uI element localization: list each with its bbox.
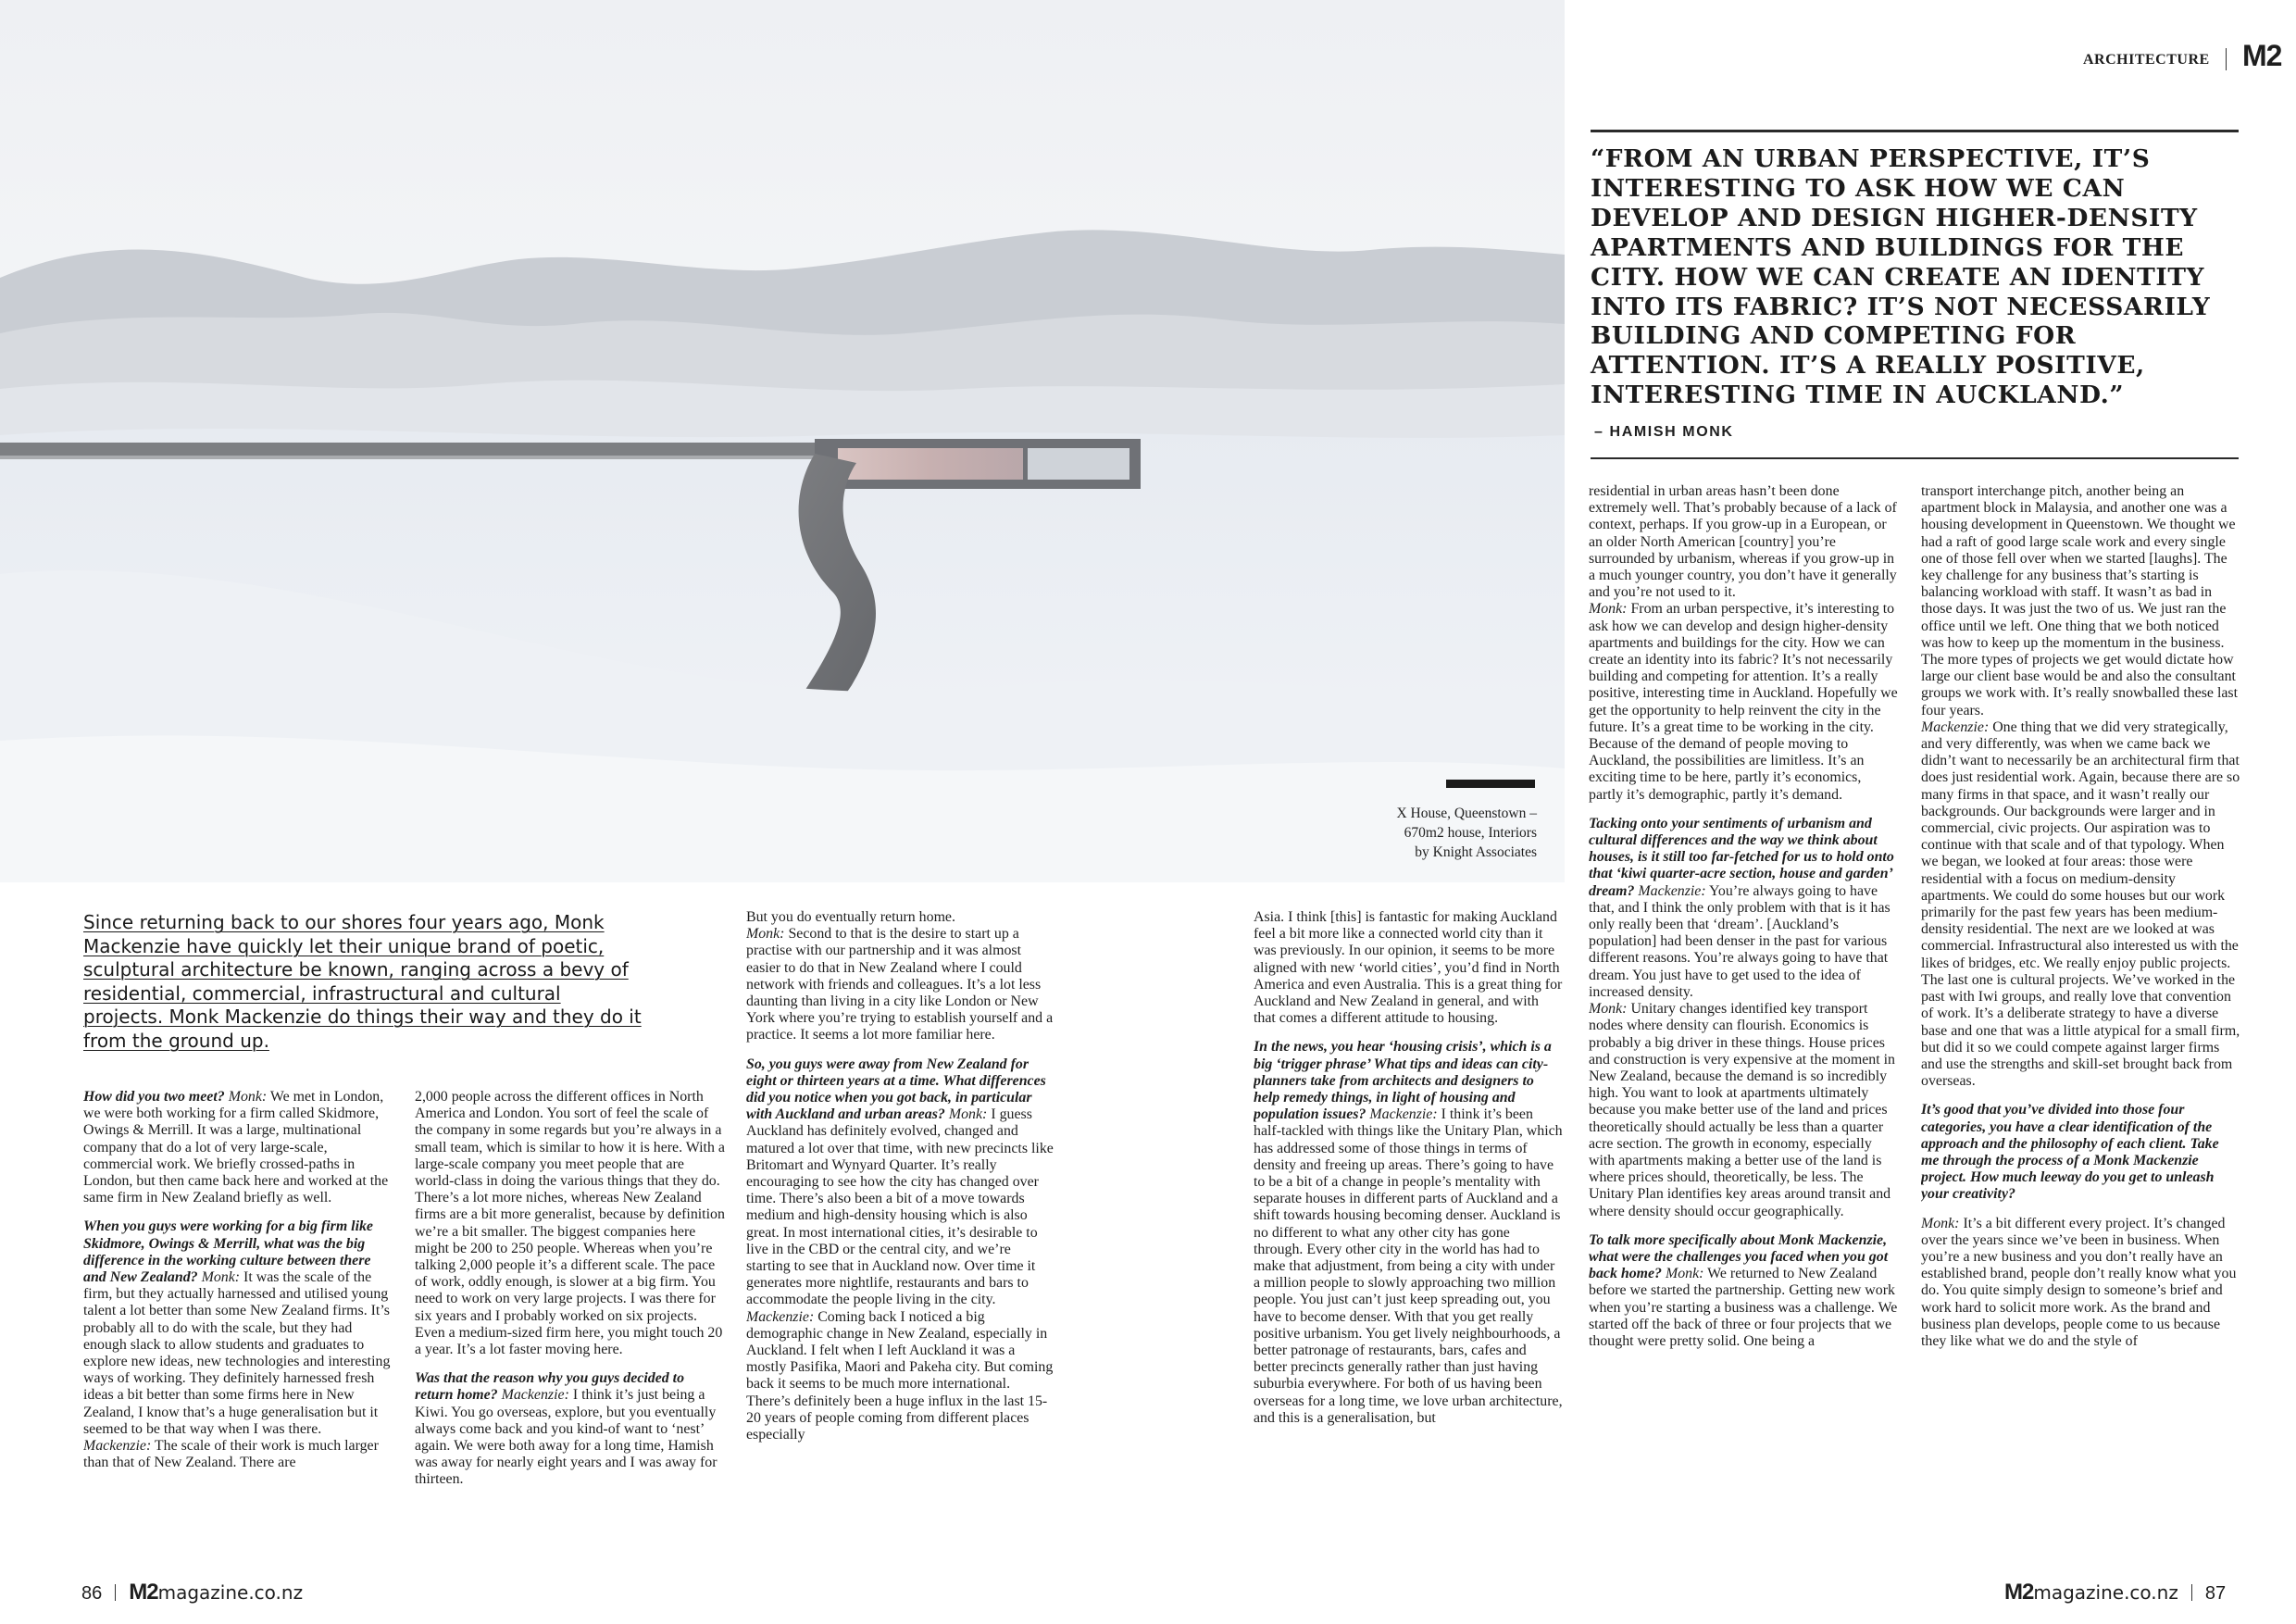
answer: But you do eventually return home. [746, 909, 955, 925]
speaker: Mackenzie: [1638, 882, 1706, 899]
caption-line: X House, Queenstown – [1396, 806, 1537, 821]
question: Was that the reason why you guys decided to return home? [415, 1370, 685, 1404]
speaker: Mackenzie: [501, 1387, 569, 1404]
pull-quote-line: APARTMENTS AND BUILDINGS FOR THE [1591, 232, 2185, 262]
pull-quote-line: BUILDING AND COMPETING FOR [1591, 321, 2077, 351]
question: When you guys were working for a big firm like Skidmore, Owings & Merrill, what was the big difference in the working culture between there and New Zealand? [83, 1218, 373, 1286]
page-number: 86 [81, 1583, 103, 1604]
answer: transport interchange pitch, another being an apartment block in Malaysia, and another one was a housing development in Queenstown. We thought we had a raft of good large scale work and every single one of those fell over when we started [laughs]. The key challenge for any business that’s starting is balancing workload with staff. It wasn’t as bad in those days. It was just the two of us. We just ran the office until we left. One thing that we both noticed was how to keep up the momentum in the business. The more types of projects we get would dictate how large our client base would be and also the consultant groups we work with. It’s really snowballed these last four years. [1921, 483, 2239, 718]
footer-right [2004, 1580, 2226, 1605]
page-number: 87 [2204, 1583, 2227, 1604]
question: In the news, you hear ‘housing crisis’, which is a big ‘trigger phrase’ What tips and ideas can city-planners take from architects and designers to help remedy things, in light of housing and population issues? [1254, 1039, 1552, 1123]
pull-quote-line: INTO ITS FABRIC? IT’S NOT NECESSARILY [1591, 292, 2211, 321]
speaker: Mackenzie: [746, 1308, 815, 1325]
speaker: Mackenzie: [1369, 1106, 1438, 1123]
caption-bar [1446, 780, 1535, 788]
answer: I think it’s been half-tackled with things like the Unitary Plan, which has addressed some of those things in terms of density and freeing up areas. There’s going to have to be a bit of a change in people’s mentality with separate houses in different parts of Auckland and a shift towards housing becoming denser. Auckland is no different to what any other city has gone through. Every other city in the world has had to make that adjustment, from being a city with under a million people to slowly approaching two million people. You just can’t just keep spreading out, you have to become denser. With that you get really positive urbanism. You get lively neighbourhoods, a better patronage of restaurants, bars, cafes and better precincts generally rather than just having suburbia everywhere. For both of us having been overseas for a long time, we love urban architecture, and this is a generalisation, but [1254, 1106, 1563, 1426]
speaker: Mackenzie: [1921, 718, 1990, 735]
speaker: Monk: [1666, 1266, 1704, 1282]
question: It’s good that you’ve divided into those four categories, you have a clear identification of the approach and the philosophy of each client. Take me through the process of a Monk Mackenzie project. How much leeway do you get to unleash your creativity? [1921, 1102, 2219, 1203]
footer-left [81, 1580, 303, 1605]
answer: You’re always going to have that, and I think the only problem with that is it has only really been that ‘dream’. [Auckland’s population] had been denser in the past for various different reasons. You’re always going to have that dream. You just have to get used to the idea of increased density. [1589, 882, 1890, 1000]
pull-quote [1591, 144, 2239, 410]
answer: Coming back I noticed a big demographic change in New Zealand, especially in Auckland. I felt when I left Auckland it was a mostly Pasifika, Maori and Pakeha city. But coming back it seems to be much more international. There’s definitely been a huge influx in the last 15-20 years of people coming from different places especially [746, 1308, 1054, 1443]
footer-divider [115, 1584, 116, 1601]
answer: We met in London, we were both working for a firm called Skidmore, Owings & Merrill. It was a large, multinational company that do a lot of very large-scale, commercial work. We briefly crossed-paths in London, but then came back here and worked at the same firm in New Zealand briefly as well. [83, 1089, 389, 1206]
pull-quote-line: CITY. HOW WE CAN CREATE AN IDENTITY [1591, 262, 2205, 292]
footer-divider [2191, 1584, 2192, 1601]
speaker: Monk: [1589, 1001, 1628, 1018]
body-column-3 [746, 909, 1055, 1561]
answer: We returned to New Zealand before we started the partnership. Getting new work when you’re starting a business was a challenge. We started off the back of three or four projects that we thought were pretty solid. One being a [1589, 1266, 1898, 1349]
pull-quote-attribution: – HAMISH MONK [1594, 424, 1734, 440]
m2-logo: M2 [129, 1580, 158, 1605]
m2-logo: M2 [2004, 1580, 2034, 1605]
speaker: Monk: [201, 1269, 241, 1286]
speaker: Monk: [746, 926, 785, 943]
body-column-2 [415, 1089, 725, 1561]
speaker: Monk: [1589, 601, 1628, 618]
pull-quote-line: DEVELOP AND DESIGN HIGHER-DENSITY [1591, 203, 2198, 232]
question: To talk more specifically about Monk Mackenzie, what were the challenges you faced when you got back home? [1589, 1231, 1889, 1282]
answer: Asia. I think [this] is fantastic for making Auckland feel a bit more like a connected world city than it was previously. In our opinion, it seems to be more aligned with new ‘world cities’, you’d find in North America and even Australia. This is a great thing for Auckland and New Zealand in general, and with that comes a different attitude to housing. [1254, 909, 1563, 1027]
speaker: Monk: [228, 1089, 268, 1105]
caption-line: by Knight Associates [1415, 844, 1537, 860]
site-url[interactable]: magazine.co.nz [157, 1581, 304, 1604]
body-column-4 [1254, 909, 1563, 1561]
answer: One thing that we did very strategically, and very differently, was when we came back we didn’t want to necessarily be an architectural firm that does just residential work. Again, because there are so many firms in that space, and it wasn’t really our backgrounds. Our backgrounds were larger and in commercial, civic projects. Our aspiration was to continue with that scale and of that typology. When we began, we looked at four areas: those were residential with a focus on medium-density apartments. We could do some houses but our work primarily for the past few years has been medium-density residential. The next are we looked at was commercial. Infrastructural also interested us with the likes of bridges, etc. We really enjoy public projects. The last one is cultural projects. We’ve worked in the past with Iwi groups, and really love that convention of work. It’s a deliberate strategy to have a diverse base and one that was a little atypical for a small firm, but did it so we could compete against larger firms and use the strengths and skill-set brought back from overseas. [1921, 718, 2240, 1090]
answer: From an urban perspective, it’s interesting to ask how we can develop and design higher-density apartments and buildings for the city. How we can create an identity into its fabric? It’s not necessarily building and competing for attention. It’s a really positive, interesting time in Auckland. Hopefully we get the opportunity to help reinvent the city in the future. It’s a great time to be working in the city. Because of the demand of people moving to Auckland, the possibilities are limitless. It’s an exciting time to be here, partly it’s economics, partly it’s demographic, partly it’s demand. [1589, 601, 1898, 803]
pull-quote-line: “FROM AN URBAN PERSPECTIVE, IT’S [1591, 144, 2151, 173]
body-column-6 [1921, 483, 2240, 1561]
intro-standfirst: Since returning back to our shores four years ago, Monk Mackenzie have quickly let their unique brand of poetic, sculptural architecture be known, ranging across a bevy of residential, commercial, infrastructural and cultural projects. Monk Mackenzie do things their way and they do it from the ground up. [83, 911, 642, 1052]
question: So, you guys were away from New Zealand for eight or thirteen years at a time. What differences did you notice when you got back, in particular with Auckland and urban areas? [746, 1056, 1046, 1123]
answer: It was the scale of the firm, but they actually harnessed and utilised young talent a lot better than some New Zealand firms. It’s probably all to do with the scale, but they had enough slack to allow students and graduates to explore new ideas, new technologies and interesting ways of working. They definitely harnessed fresh ideas a bit better than some firms here in New Zealand, I know that’s a huge generalisation but it seemed to be that way when I was there. [83, 1269, 391, 1437]
answer: Unitary changes identified key transport nodes where density can flourish. Economics is probably a big driver in these things. House prices and construction is very expensive at the moment in New Zealand, because the demand is so incredibly high. You want to look at apartments ultimately because you make better use of the land and prices theoretically should actually be less than a quarter acre section. The growth in economy, especially with apartments making a better use of the land is where prices should, theoretically, be less. The Unitary Plan identifies key areas around transit and where density should occur geographically. [1589, 1001, 1895, 1219]
hero-image [0, 0, 1565, 882]
answer: The scale of their work is much larger than that of New Zealand. There are [83, 1438, 379, 1471]
body-column-1 [83, 1089, 392, 1561]
m2-logo: M2 [2242, 39, 2282, 72]
section-tag: ARCHITECTURE [2083, 52, 2210, 68]
speaker: Monk: [1921, 1215, 1960, 1231]
speaker: Monk: [948, 1106, 988, 1123]
header-divider [2226, 48, 2227, 70]
answer: Second to that is the desire to start up a practise with our partnership and it was almost easier to do that in New Zealand where I could network with friends and colleagues. It’s a lot less daunting than living in a city like London or New York where you’re trying to establish yourself and a practice. It seems a lot more familiar here. [746, 926, 1054, 1043]
body-column-5 [1589, 483, 1898, 1561]
pull-quote-line: INTERESTING TIME IN AUCKLAND.” [1591, 381, 2125, 410]
speaker: Mackenzie: [83, 1438, 152, 1455]
answer: residential in urban areas hasn’t been done extremely well. That’s probably because of a lack of context, perhaps. If you grow-up in a European, or an older North American [country] you’re surrounded by urbanism, whereas if you grow-up in a much younger country, you don’t have it generally and you’re not used to it. [1589, 483, 1897, 601]
answer: 2,000 people across the different offices in North America and London. You sort of feel the scale of the company in some regards but you’re always in a small team, which is similar to how it is here. With a large-scale company you meet people that are world-class in doing the various things that they do. There’s a lot more niches, whereas New Zealand firms are a bit more generalist, because by definition we’re a bit smaller. The biggest companies here might be 200 to 250 people. Whereas when you’re talking 2,000 people it’s a different scale. The pace of work, oddly enough, is slower at a big firm. You need to work on very large projects. I was there for six years and I probably worked on six projects. Even a medium-sized firm here, you might touch 20 a year. It’s a lot faster moving here. [415, 1089, 725, 1358]
question: How did you two meet? [83, 1089, 225, 1105]
caption-line: 670m2 house, Interiors [1404, 825, 1537, 841]
pull-quote-line: ATTENTION. IT’S A REALLY POSITIVE, [1591, 351, 2145, 381]
image-caption [1333, 804, 1537, 862]
question: Tacking onto your sentiments of urbanism and cultural differences and the way we think about houses, is it still too far-fetched for us to hold onto that ‘kiwi quarter-acre section, house and garden’ dream? [1589, 815, 1894, 899]
pull-quote-rule-bottom [1591, 457, 2239, 459]
answer: It’s a bit different every project. It’s changed over the years since we’ve been in business. When you’re a new business and you don’t really have an established brand, people don’t really know what you do. You quite simply design to someone’s brief and work hard to solicit more work. As the brand and business plan develops, people come to us because they like what we do and the style of [1921, 1215, 2237, 1349]
pull-quote-line: INTERESTING TO ASK HOW WE CAN [1591, 173, 2126, 203]
pull-quote-rule-top [1591, 130, 2239, 132]
answer: I think it’s just being a Kiwi. You go overseas, explore, but you eventually always come back and you kind-of want to ‘nest’ again. We were both away for a long time, Hamish was away for nearly eight years and I was away for thirteen. [415, 1387, 718, 1488]
x-house-rendering [0, 0, 1565, 882]
site-url[interactable]: magazine.co.nz [2033, 1581, 2178, 1604]
answer: I guess Auckland has definitely evolved, changed and matured a lot over that time, with new precincts like Britomart and Wynyard Quarter. It’s really encouraging to see how the city has changed over time. There’s also been a bit of a move towards medium and high-density housing which is also great. In most international cities, it’s desirable to live in the CBD or the central city, and we’re starting to see that in Auckland now. Over time it generates more nightlife, restaurants and bars to accommodate the people living in the city. [746, 1106, 1054, 1308]
